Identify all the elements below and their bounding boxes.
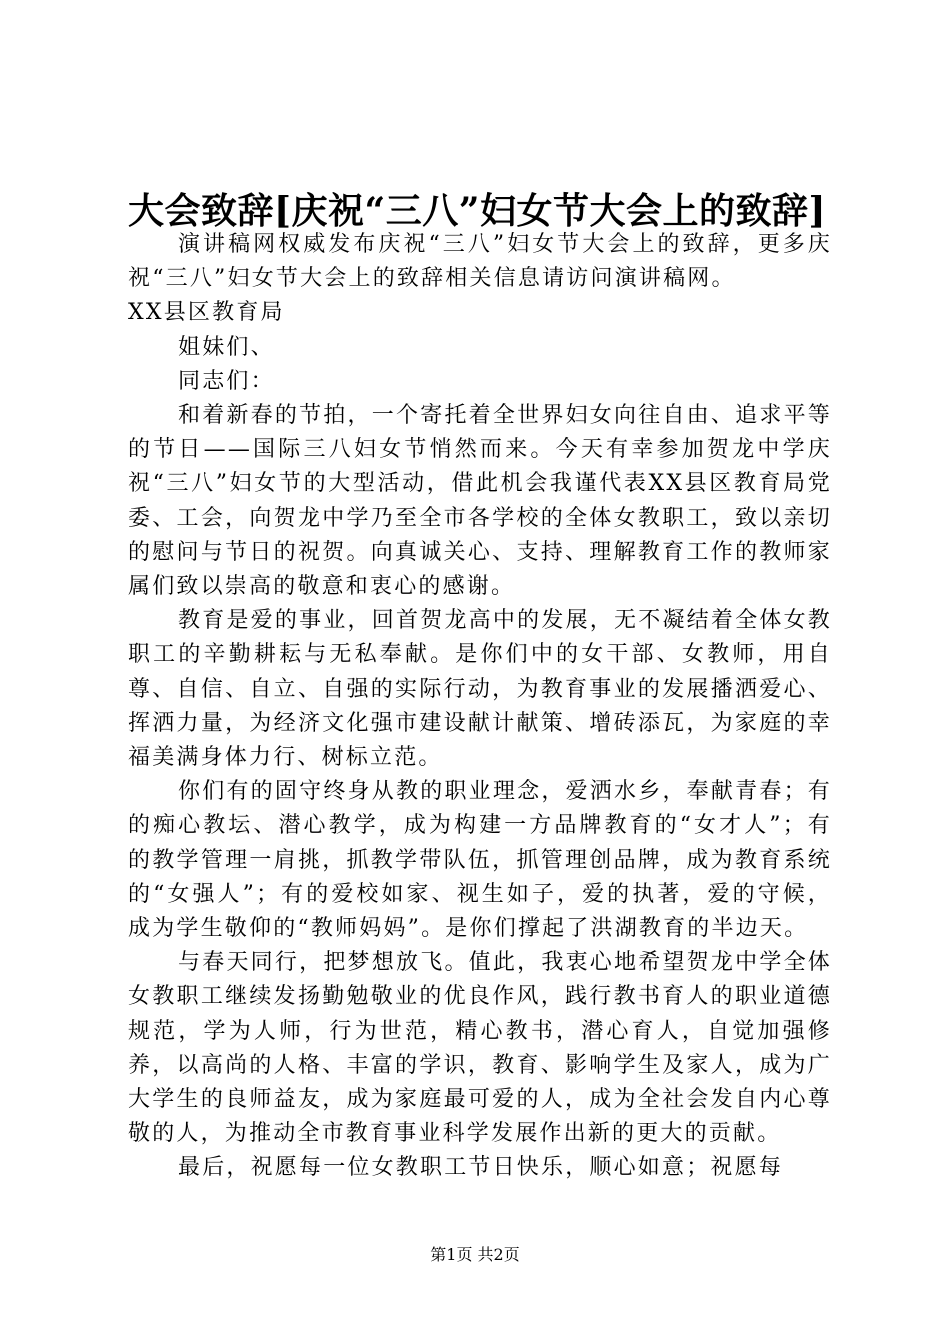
body-paragraph: 与春天同行，把梦想放飞。值此，我衷心地希望贺龙中学全体女教职工继续发扬勤勉敬业的优良作风，践行教书育人的职业道德规范，学为人师，行为世范，精心教书，潜心育人，自觉加强修养，以高尚的人格、丰富的学识，教育、影响学生及家人，成为广大学生的良师益友，成为家庭最可爱的人，成为全社会发自内心尊敬的人，为推动全市教育事业科学发展作出新的更大的贡献。 [128,950,832,1147]
body-paragraph: 最后，祝愿每一位女教职工节日快乐，顺心如意；祝愿每 [178,1155,784,1181]
body-paragraph: 同志们： [178,368,275,394]
body-paragraph: 演讲稿网权威发布庆祝“三八”妇女节大会上的致辞，更多庆祝“三八”妇女节大会上的致辞相关信息请访问演讲稿网。 [128,232,832,292]
document-title: 大会致辞[庆祝“三八”妇女节大会上的致辞] [128,190,826,232]
body-paragraph: XX县区教育局 [128,300,285,326]
body-paragraph: 你们有的固守终身从教的职业理念，爱洒水乡，奉献青春；有的痴心教坛、潜心教学，成为构建一方品牌教育的“女才人”；有的教学管理一肩挑，抓教学带队伍，抓管理创品牌，成为教育系统的“女强人”；有的爱校如家、视生如子，爱的执著，爱的守候，成为学生敬仰的“教师妈妈”。是你们撑起了洪湖教育的半边天。 [128,779,832,942]
document-body [128,228,832,1186]
body-paragraph: 和着新春的节拍，一个寄托着全世界妇女向往自由、追求平等的节日——国际三八妇女节悄然而来。今天有幸参加贺龙中学庆祝“三八”妇女节的大型活动，借此机会我谨代表XX县区教育局党委、工会，向贺龙中学乃至全市各学校的全体女教职工，致以亲切的慰问与节日的祝贺。向真诚关心、支持、理解教育工作的教师家属们致以崇高的敬意和衷心的感谢。 [128,403,832,600]
body-paragraph: 教育是爱的事业，回首贺龙高中的发展，无不凝结着全体女教职工的辛勤耕耘与无私奉献。是你们中的女干部、女教师，用自尊、自信、自立、自强的实际行动，为教育事业的发展播洒爱心、挥洒力量，为经济文化强市建设献计献策、增砖添瓦，为家庭的幸福美满身体力行、树标立范。 [128,608,832,771]
body-paragraph: 姐妹们、 [178,334,275,360]
page-footer: 第1页 共2页 [430,1245,520,1264]
